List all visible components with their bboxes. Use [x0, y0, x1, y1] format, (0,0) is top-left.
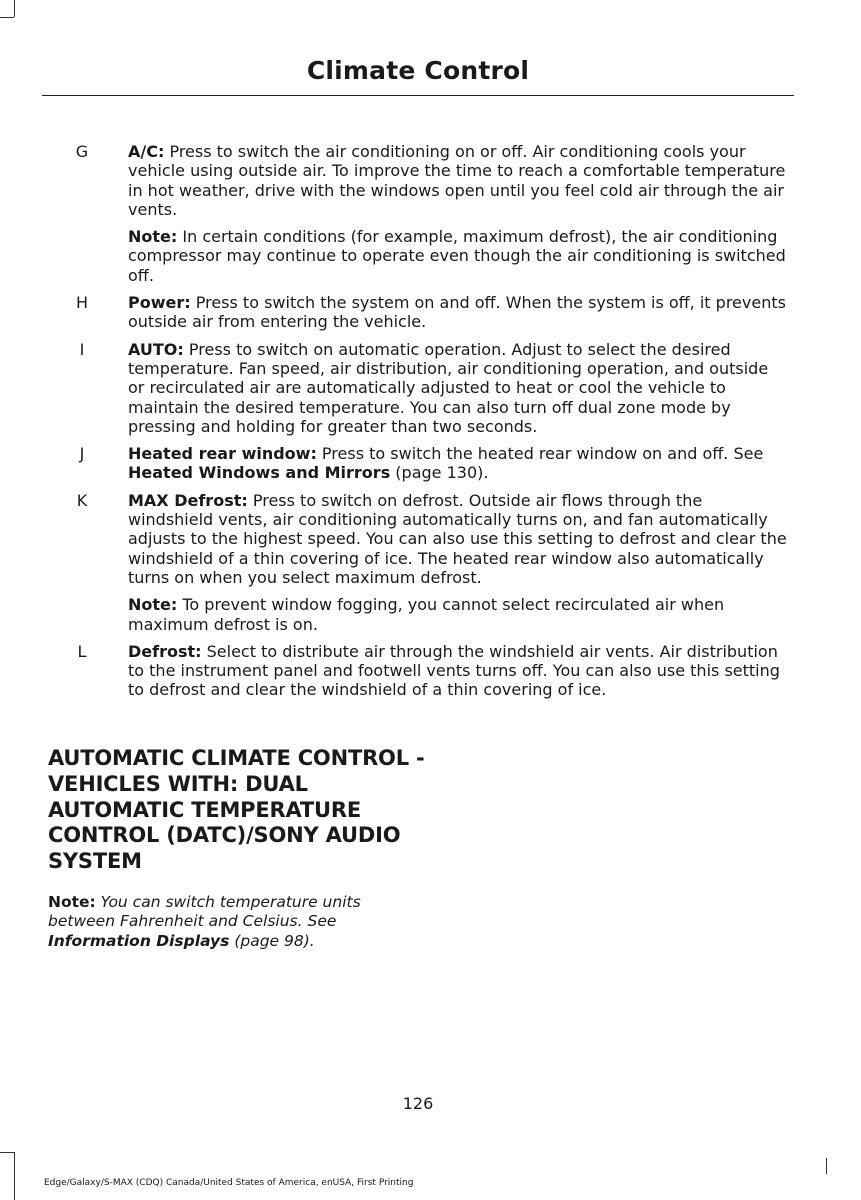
crop-mark-bottom-left-h [0, 1152, 14, 1153]
item-term: Power: [128, 293, 191, 313]
cross-reference-link[interactable]: Heated Windows and Mirrors [128, 463, 391, 483]
item-text: Press to switch the heated rear window on and off. See [316, 444, 764, 464]
note-text: In certain conditions (for example, maximum defrost), the air conditioning compressor may continue to operate even though the air conditioning is switched off. [128, 227, 786, 285]
item-letter: I [79, 339, 85, 359]
note-label: Note: [128, 595, 178, 615]
list-item-h [0, 293, 861, 332]
item-description [128, 293, 788, 332]
item-letter: J [79, 444, 85, 464]
item-letter: G [75, 142, 89, 161]
list-item-g [0, 142, 861, 219]
cross-reference-page: (page 130). [390, 463, 489, 483]
note-label: Note: [128, 227, 178, 247]
control-description-list [0, 142, 861, 708]
item-term: A/C: [128, 142, 165, 161]
page-number: 126 [402, 1094, 434, 1113]
item-text: Select to distribute air through the windshield air vents. Air distribution to the instrument panel and footwell vents turns off. You can also use this setting to defrost and clear the windshield of a thin covering of ice. [128, 641, 780, 700]
crop-mark-bottom-right [826, 1158, 827, 1174]
item-description [128, 444, 788, 483]
item-term: MAX Defrost: [128, 490, 248, 510]
section-heading: AUTOMATIC CLIMATE CONTROL - VEHICLES WITH: DUAL AUTOMATIC TEMPERATURE CONTROL (DATC)/SONY AUDIO SYSTEM [48, 746, 425, 874]
crop-mark-top-left [14, 0, 15, 17]
item-term: Heated rear window: [128, 444, 317, 464]
crop-mark-bottom-left [14, 1152, 15, 1200]
list-item-j [0, 444, 861, 483]
item-letter: H [75, 293, 89, 313]
item-text: Press to switch on defrost. Outside air flows through the windshield vents, air conditioning automatically turns on, and fan automatically adjusts to the highest speed. You can also use this setting to defrost and clear the windshield of a thin covering of ice. The heated rear window also automatically turns on when you select maximum defrost. [128, 490, 787, 587]
page-title: Climate Control [306, 56, 530, 85]
note-label: Note: [48, 893, 96, 911]
list-item-l [0, 642, 861, 700]
note-text: To prevent window fogging, you cannot select recirculated air when maximum defrost is on. [128, 595, 725, 634]
item-description [128, 491, 788, 587]
header-divider [42, 95, 794, 96]
crop-mark-top-left-h [0, 17, 14, 18]
note-max-defrost [128, 595, 788, 634]
item-text: Press to switch on automatic operation. Adjust to select the desired temperature. Fan speed, air distribution, air conditioning operation, and outside or recirculated air are automatically adjusted to heat or cool the vehicle to maintain the desired temperature. You can also turn off dual zone mode by pressing and holding for greater than two seconds. [128, 339, 769, 436]
item-description [128, 642, 788, 700]
list-item-k [0, 491, 861, 587]
note-text: You can switch temperature units between Fahrenheit and Celsius. See [48, 893, 361, 931]
item-term: AUTO: [128, 339, 184, 359]
item-text: Press to switch the system on and off. When the system is off, it prevents outside air from entering the vehicle. [128, 293, 786, 332]
footer-print-info: Edge/Galaxy/S-MAX (CDQ) Canada/United States of America, enUSA, First Printing [44, 1178, 414, 1188]
item-term: Defrost: [128, 641, 202, 661]
cross-reference-link[interactable]: Information Displays [48, 931, 230, 950]
list-item-i [0, 340, 861, 436]
note-ac [128, 227, 788, 285]
item-description [128, 142, 788, 219]
cross-reference-page: (page 98). [229, 931, 315, 950]
section-note [48, 893, 408, 951]
item-letter: L [77, 641, 87, 661]
item-letter: K [76, 490, 88, 510]
item-text: Press to switch the air conditioning on or off. Air conditioning cools your vehicle using outside air. To improve the time to reach a comfortable temperature in hot weather, drive with the windows open until you feel cold air through the air vents. [128, 142, 786, 219]
item-description [128, 340, 788, 436]
